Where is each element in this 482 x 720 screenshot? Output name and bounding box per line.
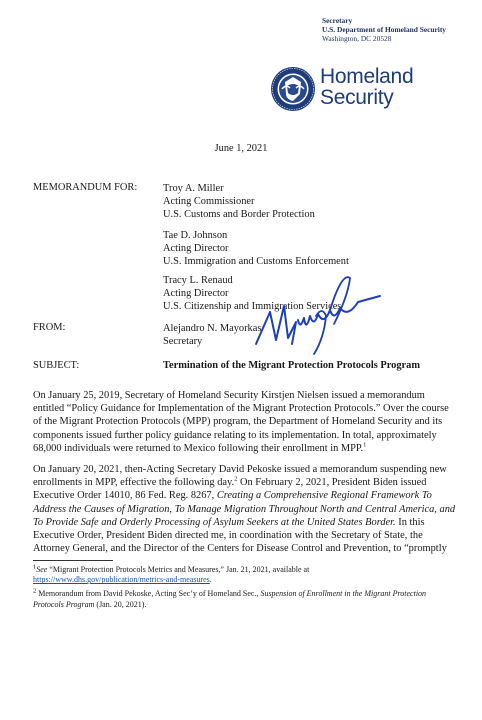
- footnote-2-title: Suspension of Enrollment in the Migrant Protection Protocols Program: [33, 589, 427, 609]
- recipient-2: [163, 229, 349, 268]
- recipient-title: Acting Director: [163, 243, 229, 254]
- homeland-security-wordmark: [320, 66, 413, 108]
- recipient-agency: U.S. Immigration and Customs Enforcement: [163, 256, 349, 267]
- paragraph-2: [33, 463, 458, 555]
- wordmark-line-2: Security: [320, 86, 394, 109]
- footnote-2-end: (Jan. 20, 2021).: [94, 599, 147, 609]
- recipient-agency: U.S. Citizenship and Immigration Services: [163, 301, 342, 312]
- letterhead-office: Secretary: [322, 16, 353, 25]
- letterhead-address-block: [322, 16, 446, 43]
- wordmark-line-1: Homeland: [320, 65, 414, 88]
- memorandum-for-label: MEMORANDUM FOR:: [33, 182, 138, 193]
- paragraph-2-part-c: In this Executive Order, President Biden directed me, in coordination with the Secretary of State, the Attorney General, and the Director of the Centers for Disease Control and Prevention, to “promptly: [33, 516, 447, 555]
- paragraph-1-text: On January 25, 2019, Secretary of Homeland Security Kirstjen Nielsen issued a memorandum entitled “Policy Guidance for Implementation of the Migrant Protection Protocols.” Over the course of the Migrant Protection Protocols (MPP) program, the Department of Homeland Security and its components issued further policy guidance relating to its implementation. In total, approximately 68,000 individuals were returned to Mexico following their enrollment in MPP.: [33, 390, 449, 454]
- footnote-1-text: “Migrant Protection Protocols Metrics and Measures,” Jan. 21, 2021, available at: [47, 565, 310, 574]
- recipient-name: Tae D. Johnson: [163, 230, 228, 241]
- letterhead-department: U.S. Department of Homeland Security: [322, 25, 446, 34]
- footnote-1-number: 1: [33, 563, 37, 571]
- recipient-name: Troy A. Miller: [163, 183, 224, 194]
- executive-order-title: Creating a Comprehensive Regional Framework To Address the Causes of Migration, To Manage Migration Throughout North and Central America, and To Provide Safe and Orderly Processing of Asylum Seekers at the United States Border.: [33, 490, 456, 528]
- recipient-name: Tracy L. Renaud: [163, 275, 233, 286]
- paragraph-2-part-b: On February 2, 2021, President Biden issued Executive Order 14010, 86 Fed. Reg. 8267,: [33, 477, 427, 502]
- recipient-title: Acting Director: [163, 288, 229, 299]
- footnote-1-link[interactable]: https://www.dhs.gov/publication/metrics-and-measures: [33, 575, 210, 585]
- recipient-title: Acting Commissioner: [163, 196, 255, 207]
- dhs-seal-icon: [270, 66, 316, 112]
- footnote-1-see: See: [36, 565, 48, 574]
- paragraph-1: [33, 389, 458, 455]
- footnote-ref-1: 1: [363, 441, 367, 449]
- footnote-divider: [33, 560, 113, 561]
- letterhead-address: Washington, DC 20528: [322, 34, 392, 43]
- from-name: Alejandro N. Mayorkas: [163, 323, 262, 334]
- footnote-2-text: Memorandum from David Pekoske, Acting Sec’y of Homeland Sec.,: [36, 589, 261, 599]
- footnote-2: [33, 589, 458, 609]
- footnote-ref-2: 2: [234, 475, 238, 483]
- recipient-1: [163, 182, 315, 221]
- footnotes: [33, 565, 458, 614]
- subject-label: SUBJECT:: [33, 360, 80, 371]
- from-title: Secretary: [163, 336, 203, 347]
- subject-text: Termination of the Migrant Protection Protocols Program: [163, 360, 421, 371]
- footnote-1-end: .: [209, 575, 212, 585]
- handwritten-signature: [230, 266, 390, 356]
- from-label: FROM:: [33, 322, 66, 333]
- recipient-agency: U.S. Customs and Border Protection: [163, 209, 315, 220]
- paragraph-2-part-a: On January 20, 2021, then-Acting Secretary David Pekoske issued a memorandum suspending new enrollments in MPP, effective the following day.: [33, 464, 447, 489]
- memo-date: June 1, 2021: [214, 143, 268, 154]
- footnote-2-number: 2: [33, 587, 37, 595]
- footnote-1: [33, 565, 458, 585]
